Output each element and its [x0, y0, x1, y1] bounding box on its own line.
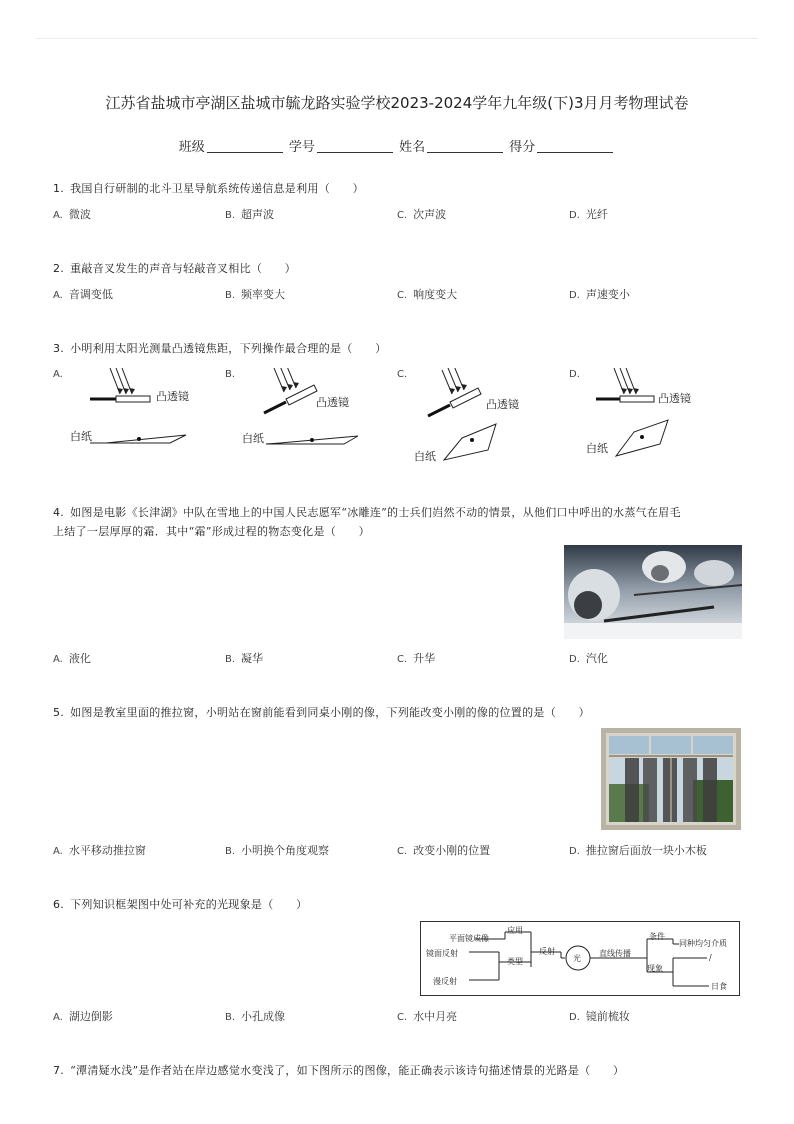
paper-label: 白纸 [242, 432, 264, 445]
question-number: 1. [53, 182, 65, 195]
q2-option-d[interactable]: D. 声速变小 [569, 288, 630, 301]
q6-option-b[interactable]: B. 小孔成像 [225, 1010, 286, 1023]
paper-label: 白纸 [70, 430, 92, 443]
q4-option-d[interactable]: D. 汽化 [569, 652, 608, 665]
q3-option-b-key[interactable]: B. [225, 369, 236, 380]
condition-label: 条件 [649, 932, 665, 941]
q4-option-a[interactable]: A. 液化 [53, 652, 91, 665]
q5-option-b[interactable]: B. 小明换个角度观察 [225, 844, 330, 857]
q3-option-a-key[interactable]: A. [53, 369, 63, 380]
blank-slot-label: / [709, 953, 712, 962]
question-text: 下列知识框架图中处可补充的光现象是（ ） [70, 898, 308, 911]
q3-figure-d [584, 368, 734, 468]
question-6 [53, 896, 307, 912]
straight-propagation-label: 直线传播 [599, 949, 631, 958]
reflection-label: 反射 [539, 947, 555, 956]
q3-option-c-key[interactable]: C. [397, 369, 408, 380]
application-label: 应用 [507, 926, 523, 935]
question-number: 7. [53, 1064, 65, 1077]
lens-label: 凸透镜 [316, 396, 349, 409]
q5-option-c[interactable]: C. 改变小刚的位置 [397, 844, 491, 857]
question-3 [53, 340, 387, 356]
score-blank[interactable] [537, 140, 613, 153]
snow-soldiers-image [564, 545, 742, 639]
frozen-soldiers-photo [564, 545, 742, 639]
q6-option-a[interactable]: A. 湖边倒影 [53, 1010, 113, 1023]
page-title: 江苏省盐城市亭湖区盐城市毓龙路实验学校2023-2024学年九年级(下)3月月考物理试卷 [105, 94, 689, 112]
question-text: “潭清疑水浅”是作者站在岸边感觉水变浅了，如下图所示的图像，能正确表示该诗句描述情景的光路是（ ） [70, 1064, 625, 1077]
class-blank[interactable] [207, 140, 283, 153]
sliding-window-image [601, 728, 741, 830]
name-blank[interactable] [427, 140, 503, 153]
question-text: 如图是电影《长津湖》中队在雪地上的中国人民志愿军“冰雕连”的士兵们岿然不动的情景，从他们口中呼出的水蒸气在眉毛 [70, 506, 681, 519]
lens-label: 凸透镜 [156, 390, 189, 403]
question-text: 重敲音叉发生的声音与轻敲音叉相比（ ） [70, 262, 297, 275]
q3-option-d-key[interactable]: D. [569, 369, 580, 380]
question-number: 6. [53, 898, 65, 911]
lens-label: 凸透镜 [658, 392, 691, 405]
mirror-reflection-label: 镜面反射 [426, 949, 458, 958]
q1-option-b[interactable]: B. 超声波 [225, 208, 275, 221]
q3-figure-a [66, 368, 216, 468]
id-label: 学号 [288, 140, 315, 155]
type-label: 类型 [507, 957, 523, 966]
q4-option-c[interactable]: C. 升华 [397, 652, 436, 665]
question-4-line-2 [53, 523, 370, 539]
question-number: 2. [53, 262, 65, 275]
question-number: 5. [53, 706, 65, 719]
q2-option-c[interactable]: C. 响度变大 [397, 288, 458, 301]
paper-label: 白纸 [414, 450, 436, 463]
phenomenon-label: 现象 [647, 964, 663, 973]
name-label: 姓名 [399, 140, 426, 155]
q2-option-a[interactable]: A. 音调变低 [53, 288, 113, 301]
class-label: 班级 [178, 140, 205, 155]
lens-setup-a [66, 368, 216, 468]
q3-figure-b [240, 368, 390, 468]
question-text: 上结了一层厚厚的霜．其中“霜”形成过程的物态变化是（ ） [53, 525, 370, 538]
eclipse-label: 日食 [711, 982, 727, 991]
optics-knowledge-diagram [420, 921, 740, 996]
question-text: 小明利用太阳光测量凸透镜焦距，下列操作最合理的是（ ） [70, 342, 387, 355]
diffuse-label: 漫反射 [433, 977, 457, 986]
q5-option-d[interactable]: D. 推拉窗后面放一块小木板 [569, 844, 707, 857]
light-label: 光 [573, 954, 581, 963]
lens-label: 凸透镜 [486, 398, 519, 411]
q2-option-b[interactable]: B. 频率变大 [225, 288, 286, 301]
q3-figure-c [412, 368, 562, 468]
q5-option-a[interactable]: A. 水平移动推拉窗 [53, 844, 146, 857]
lens-setup-b [240, 368, 390, 468]
question-1 [53, 180, 364, 196]
question-2 [53, 260, 296, 276]
q6-option-d[interactable]: D. 镜前梳妆 [569, 1010, 630, 1023]
question-4-line-1 [53, 504, 681, 520]
q1-option-d[interactable]: D. 光纤 [569, 208, 608, 221]
paper-label: 白纸 [586, 442, 608, 455]
question-number: 3. [53, 342, 65, 355]
flat-mirror-label: 平面镜成像 [449, 934, 489, 943]
top-rule [36, 38, 758, 39]
question-text: 我国自行研制的北斗卫星导航系统传递信息是利用（ ） [70, 182, 364, 195]
q1-option-c[interactable]: C. 次声波 [397, 208, 447, 221]
student-info-line [0, 136, 794, 155]
question-number: 4. [53, 506, 65, 519]
sliding-window-photo [601, 728, 741, 830]
q4-option-b[interactable]: B. 凝华 [225, 652, 264, 665]
question-7 [53, 1062, 624, 1078]
question-text: 如图是教室里面的推拉窗，小明站在窗前能看到同桌小刚的像，下列能改变小刚的像的位置的是（ ） [70, 706, 590, 719]
question-5 [53, 704, 590, 720]
q1-option-a[interactable]: A. 微波 [53, 208, 91, 221]
id-blank[interactable] [317, 140, 393, 153]
uniform-medium-label: 同种均匀介质 [679, 939, 727, 948]
q6-option-c[interactable]: C. 水中月亮 [397, 1010, 458, 1023]
score-label: 得分 [509, 140, 536, 155]
